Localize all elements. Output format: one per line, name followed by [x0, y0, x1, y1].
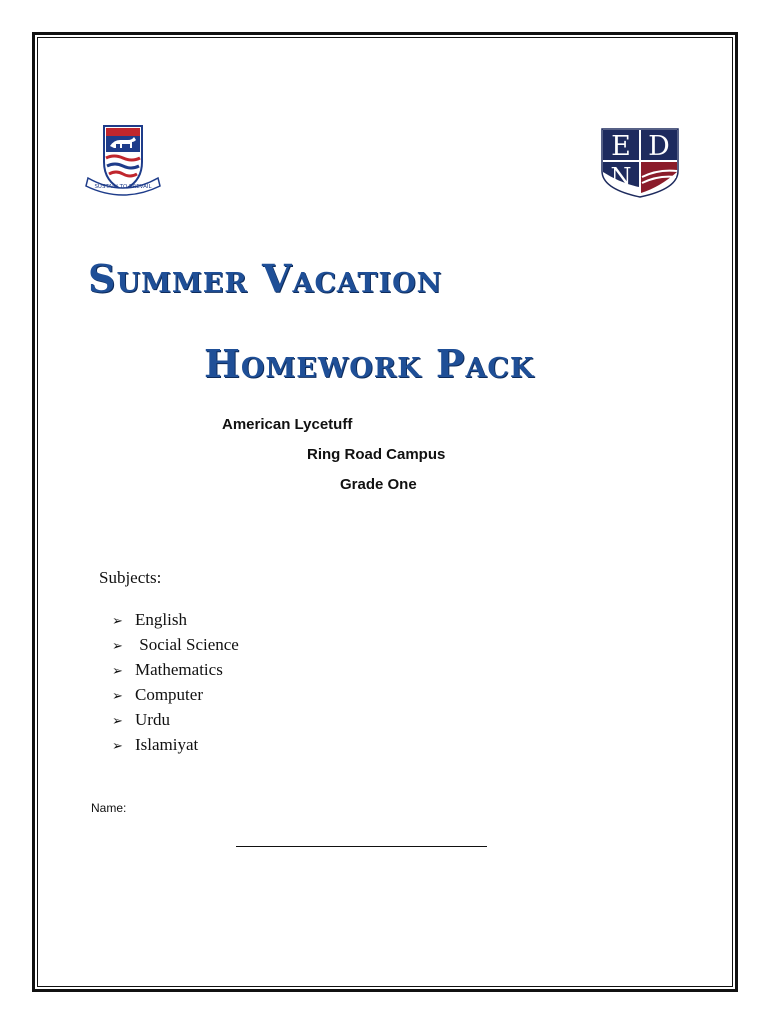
name-blank-line[interactable] [236, 846, 487, 847]
subject-label: English [135, 610, 187, 629]
edn-letter-d: D [648, 131, 670, 162]
crest-motto: SUSTAIN TO PREVAIL [94, 184, 152, 190]
grade-label: Grade One [340, 476, 417, 493]
arrow-bullet-icon: ➢ [112, 663, 123, 678]
subject-item [112, 707, 239, 732]
campus-name: Ring Road Campus [307, 446, 446, 463]
subject-list [112, 607, 239, 757]
edn-letter-e: E [611, 131, 631, 162]
subject-item [112, 657, 239, 682]
arrow-bullet-icon: ➢ [112, 638, 123, 653]
subject-label: Social Science [135, 635, 239, 654]
name-label: Name: [91, 801, 127, 815]
title-line-2: Homework Pack [204, 341, 535, 386]
subjects-heading: Subjects: [99, 568, 162, 587]
arrow-bullet-icon: ➢ [112, 738, 123, 753]
subject-label: Urdu [135, 710, 170, 729]
edn-logo [600, 127, 680, 199]
arrow-bullet-icon: ➢ [112, 613, 123, 628]
arrow-bullet-icon: ➢ [112, 688, 123, 703]
school-crest-logo [80, 122, 166, 198]
subject-label: Islamiyat [135, 735, 199, 754]
subject-label: Mathematics [135, 660, 223, 679]
edn-letter-n: N [610, 163, 632, 191]
subject-item [112, 607, 239, 632]
subject-item [112, 732, 239, 757]
subject-item [112, 682, 239, 707]
title-line-1: Summer Vacation [88, 256, 443, 301]
subject-item [112, 632, 239, 657]
subject-label: Computer [135, 685, 203, 704]
arrow-bullet-icon: ➢ [112, 713, 123, 728]
school-name: American Lycetuff [222, 416, 353, 433]
